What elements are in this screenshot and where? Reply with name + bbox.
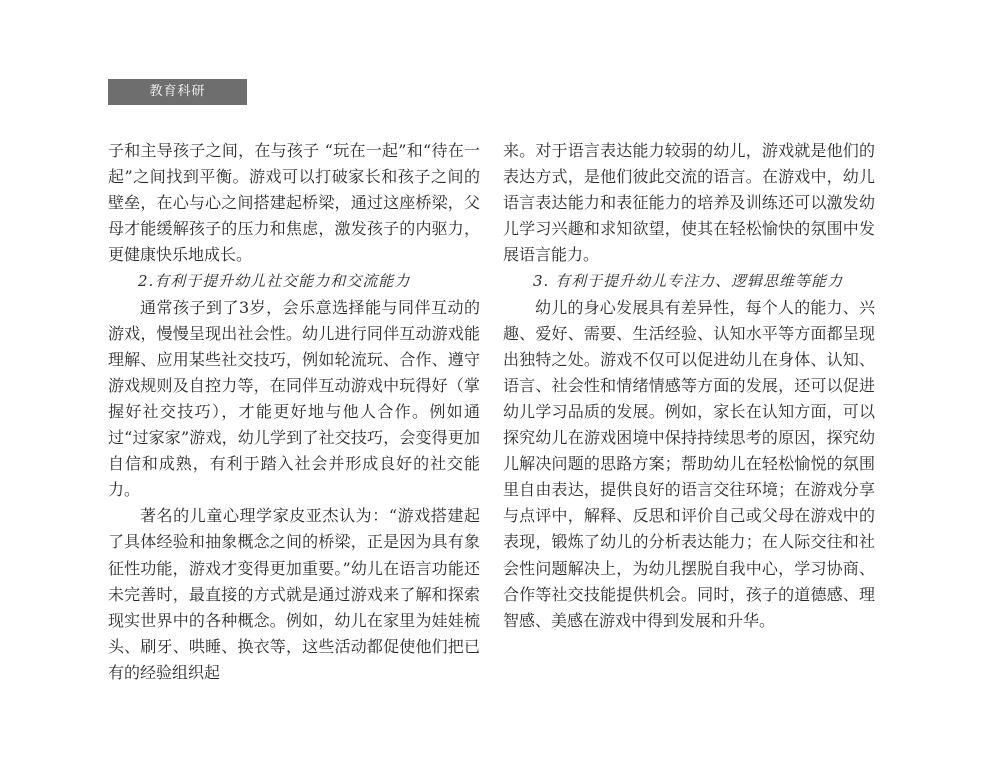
section-heading: 2.有利于提升幼儿社交能力和交流能力 [138,272,411,291]
section-tag: 教育科研 [108,79,247,105]
paragraph: 著名的儿童心理学家皮亚杰认为：“游戏搭建起了具体经验和抽象概念之间的桥梁，正是因为具有象征性功能，游戏才变得更加重要。”幼儿在语言功能还未完善时，最直接的方式就是通过游戏来了解和探索现实世界中的各种概念。例如，幼儿在家里为娃娃梳头、刷牙、哄睡、换衣等，这些活动都促使他们把已有的经验组织起 [108,506,480,682]
paragraph: 子和主导孩子之间，在与孩子 “玩在一起”和“待在一起”之间找到平衡。游戏可以打破家长和孩子之间的壁垒，在心与心之间搭建起桥梁，通过这座桥梁，父母才能缓解孩子的压力和焦虑，激发孩子的内驱力，更健康快乐地成长。 [108,141,480,265]
right-column [503,138,875,634]
left-column [108,138,480,686]
paragraph: 来。对于语言表达能力较弱的幼儿，游戏就是他们的表达方式，是他们彼此交流的语言。在游戏中，幼儿语言表达能力和表征能力的培养及训练还可以激发幼儿学习兴趣和求知欲望，使其在轻松愉快的氛围中发展语言能力。 [503,141,875,265]
paragraph: 幼儿的身心发展具有差异性，每个人的能力、兴趣、爱好、需要、生活经验、认知水平等方面都呈现出独特之处。游戏不仅可以促进幼儿在身体、认知、语言、社会性和情绪情感等方面的发展，还可以促进幼儿学习品质的发展。例如，家长在认知方面，可以探究幼儿在游戏困境中保持持续思考的原因，探究幼儿解决问题的思路方案；帮助幼儿在轻松愉悦的氛围里自由表达，提供良好的语言交往环境；在游戏分享与点评中，解释、反思和评价自己或父母在游戏中的表现，锻炼了幼儿的分析表达能力；在人际交往和社会性问题解决上，为幼儿摆脱自我中心，学习协商、合作等社交技能提供机会。同时，孩子的道德感、理智感、美感在游戏中得到发展和升华。 [503,297,875,630]
paragraph: 通常孩子到了3岁，会乐意选择能与同伴互动的游戏，慢慢呈现出社会性。幼儿进行同伴互动游戏能理解、应用某些社交技巧，例如轮流玩、合作、遵守游戏规则及自控力等，在同伴互动游戏中玩得好（掌握好社交技巧），才能更好地与他人合作。例如通过“过家家”游戏，幼儿学到了社交技巧，会变得更加自信和成熟，有利于踏入社会并形成良好的社交能力。 [108,297,480,500]
section-heading: 3. 有利于提升幼儿专注力、逻辑思维等能力 [533,272,844,291]
